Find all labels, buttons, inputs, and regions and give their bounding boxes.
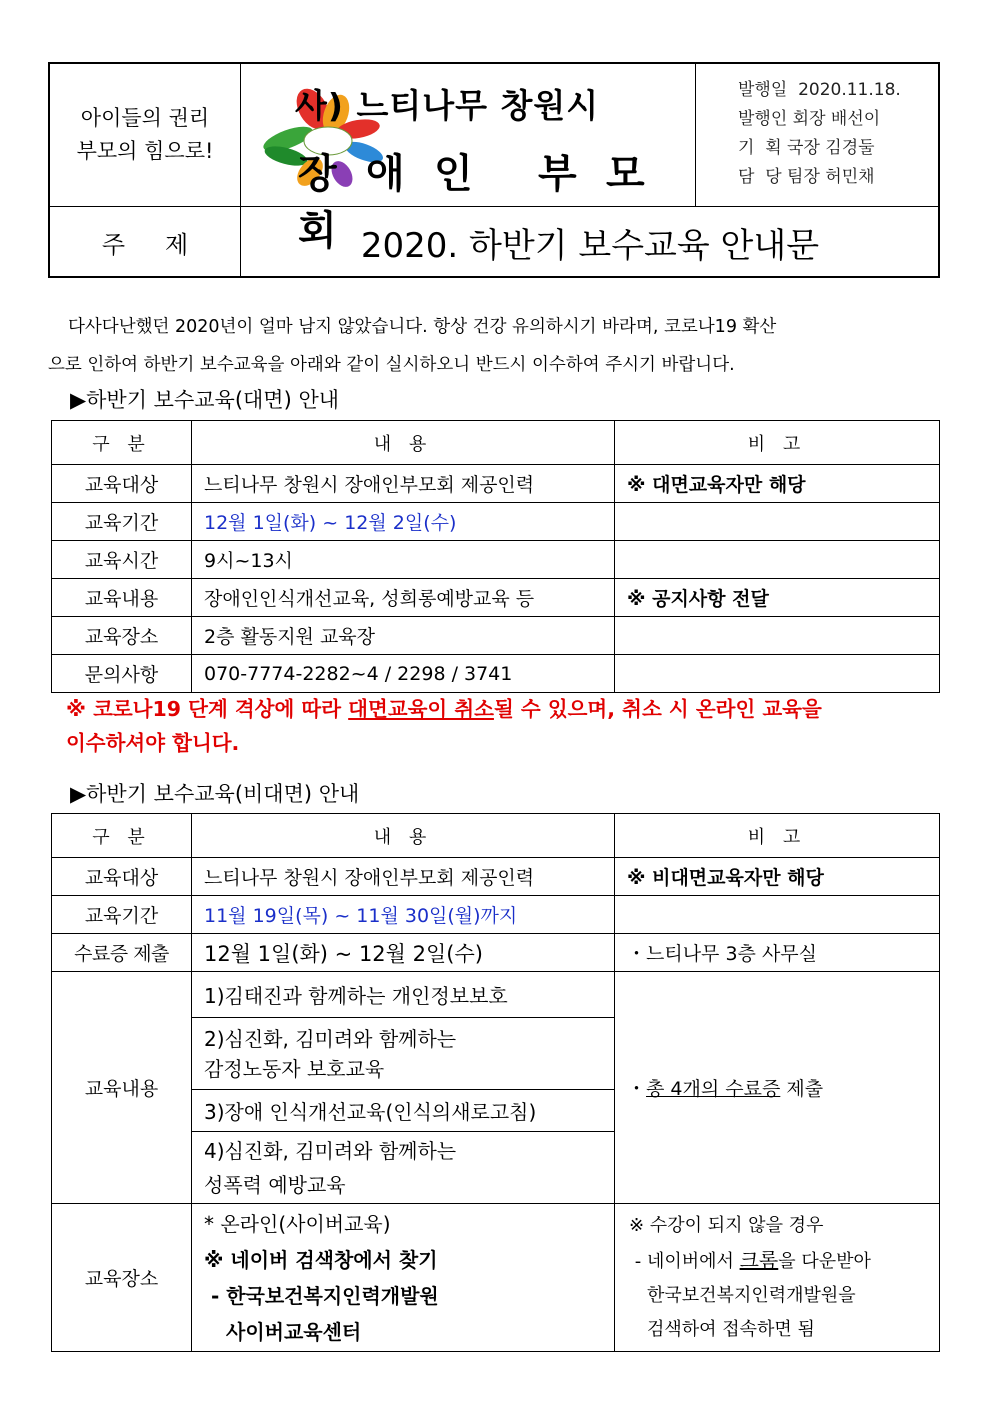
row-content: 2층 활동지원 교육장 [192,617,615,655]
org-char: 부 [538,151,579,197]
org-name: 사) 느티나무 창원시 [295,86,600,125]
table-row [52,541,940,579]
org-char: 회 [298,208,339,254]
manager: 담 당 팀장 허민채 [738,167,875,187]
table-row [52,1204,940,1352]
row-note: ※ 공지사항 전달 [615,579,940,617]
header-cell: 구 분 [52,421,192,465]
table-row [52,503,940,541]
note-line: 한국보건복지인력개발원을 [647,1284,856,1306]
table-row [52,858,940,896]
row-note [615,972,940,1204]
course-line: 성폭력 예방교육 [204,1172,346,1197]
header-cell: 비 고 [615,814,940,858]
course-line: 2)심진화, 김미려와 함께하는 [204,1026,457,1051]
row-note [615,541,940,579]
warning-underlined: 대면교육이 취소 [348,697,494,721]
header-cell: 구 분 [52,814,192,858]
slogan [50,64,240,206]
row-label: 교육대상 [52,465,192,503]
header-box [48,62,940,278]
row-content: 9시~13시 [192,541,615,579]
row-note [615,617,940,655]
warning-text: ※ 코로나19 단계 격상에 따라 [66,697,349,721]
table-row [52,655,940,693]
place-line: 사이버교육센터 [226,1319,362,1344]
note-text: 을 다운받아 [778,1250,871,1272]
publish-date: 발행일 2020.11.18. [738,80,901,100]
org-char: 인 [434,151,475,197]
place-line: ※ 네이버 검색창에서 찾기 [204,1247,438,1272]
table-row [52,617,940,655]
section-title-face-to-face: ▶하반기 보수교육(대면) 안내 [70,388,340,412]
header-cell: 내 용 [192,421,615,465]
face-to-face-table [51,420,940,693]
row-content: 11월 19일(목) ~ 11월 30일(월)까지 [192,896,615,934]
row-content: 느티나무 창원시 장애인부모회 제공인력 [192,858,615,896]
row-label: 교육기간 [52,503,192,541]
row-label: 문의사항 [52,655,192,693]
table-row [52,972,940,1018]
course-item [192,1018,615,1090]
table-row [52,934,940,972]
row-content: 12월 1일(화) ~ 12월 2일(수) [192,503,615,541]
row-note [615,1204,940,1352]
org-char: 모 [606,151,647,197]
row-label: 교육대상 [52,858,192,896]
course-item [192,1132,615,1204]
note-underlined: 크롬 [739,1247,779,1272]
warning-line: 이수하셔야 합니다. [66,731,240,755]
page-title: 2020. 하반기 보수교육 안내문 [360,225,820,266]
org-char: 장 [298,151,339,197]
row-note [615,503,940,541]
row-label: 교육장소 [52,1204,192,1352]
org-char: 애 [366,151,407,197]
header-cell: 내 용 [192,814,615,858]
covid-warning [66,692,944,760]
intro-paragraph [48,308,942,384]
intro-line: 으로 인하여 하반기 보수교육을 아래와 같이 실시하오니 반드시 이수하여 주시기 바랍니다. [48,355,735,375]
row-content: 070-7774-2282~4 / 2298 / 3741 [192,655,615,693]
row-content [192,1204,615,1352]
row-content: 느티나무 창원시 장애인부모회 제공인력 [192,465,615,503]
row-content: 장애인인식개선교육, 성희롱예방교육 등 [192,579,615,617]
course-line: 감정노동자 보호교육 [204,1056,385,1081]
row-label: 수료증 제출 [52,934,192,972]
table-row [52,896,940,934]
row-note: ※ 대면교육자만 해당 [615,465,940,503]
table-row [52,465,940,503]
place-line: - 한국보건복지인력개발원 [204,1283,439,1308]
row-label: 교육시간 [52,541,192,579]
course-item: 1)김태진과 함께하는 개인정보보호 [192,972,615,1018]
header-cell: 비 고 [615,421,940,465]
note-text: 제출 [780,1078,824,1100]
intro-line: 다사다난했던 2020년이 얼마 남지 않았습니다. 항상 건강 유의하시기 바라며, 코로나19 확산 [68,317,777,337]
note-underlined: 총 4개의 수료증 [646,1078,781,1100]
note-line [629,1243,927,1279]
section-title-online: ▶하반기 보수교육(비대면) 안내 [70,782,360,806]
row-note: ※ 비대면교육자만 해당 [615,858,940,896]
note-line: 검색하여 접속하면 됨 [647,1318,815,1340]
publication-info [738,76,901,192]
warning-line [66,692,944,726]
row-label: 교육내용 [52,972,192,1204]
row-note [615,896,940,934]
publisher: 발행인 회장 배선이 [738,109,881,129]
table-row [52,579,940,617]
table-header-row [52,814,940,858]
course-item: 3)장애 인식개선교육(인식의새로고침) [192,1090,615,1132]
row-label: 교육내용 [52,579,192,617]
row-note [615,655,940,693]
online-table [51,813,940,1352]
note-text: - 네이버에서 [629,1250,740,1272]
planner: 기 획 국장 김경둘 [738,138,875,158]
note-text: ・ [627,1078,647,1100]
row-label: 교육장소 [52,617,192,655]
warning-text: 될 수 있으며, 취소 시 온라인 교육을 [493,697,822,721]
place-line: * 온라인(사이버교육) [204,1211,391,1236]
row-content: 12월 1일(화) ~ 12월 2일(수) [192,934,615,972]
course-line: 4)심진화, 김미려와 함께하는 [204,1138,457,1163]
topic-label: 주제 [101,230,229,259]
divider [695,64,696,206]
slogan-line2: 부모의 힘으로! [76,139,214,163]
row-label: 교육기간 [52,896,192,934]
row-note: ・느티나무 3층 사무실 [615,934,940,972]
table-header-row [52,421,940,465]
note-line: ※ 수강이 되지 않을 경우 [629,1214,824,1236]
slogan-line1: 아이들의 권리 [80,106,210,130]
